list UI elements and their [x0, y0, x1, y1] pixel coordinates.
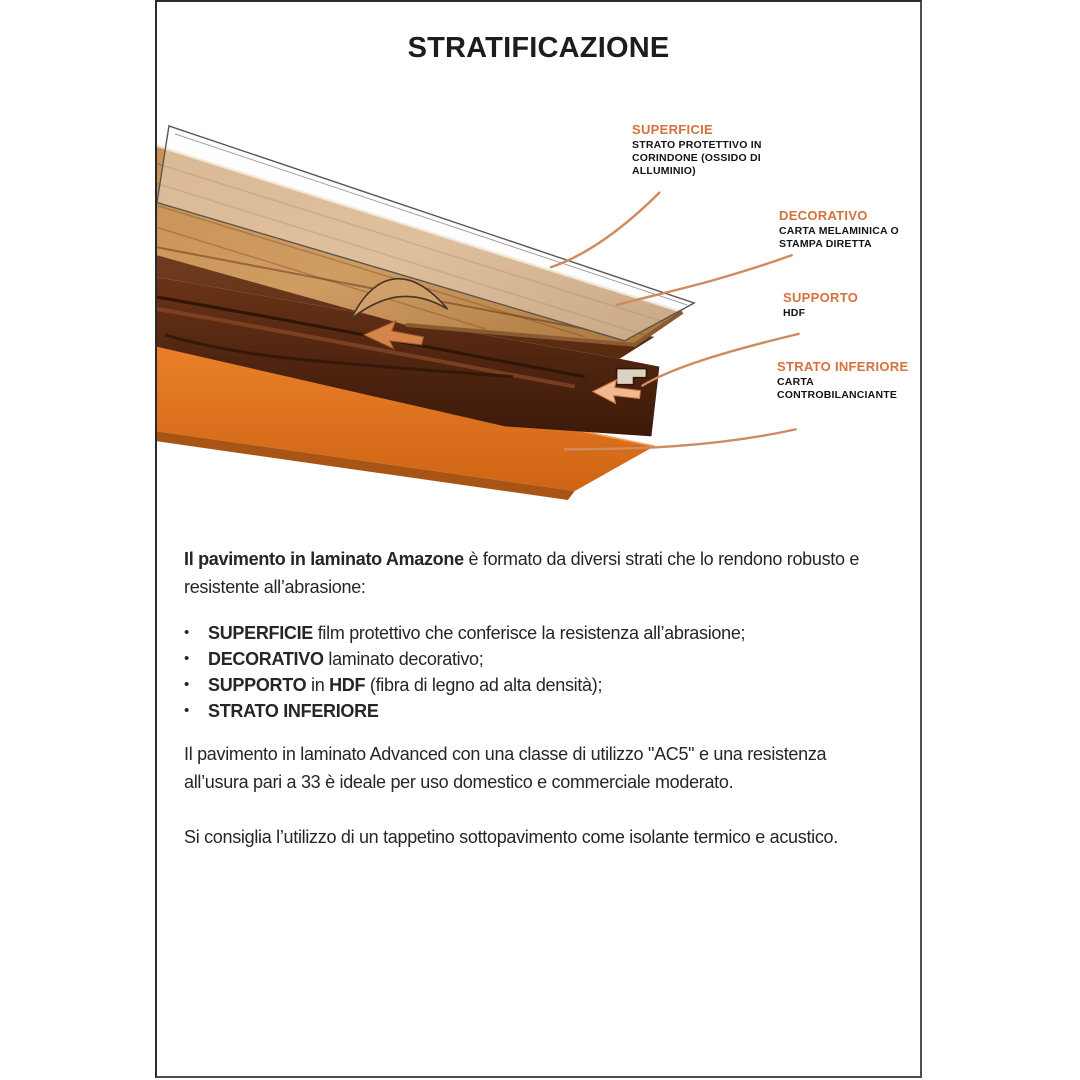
callout-strato-inferiore	[777, 359, 947, 402]
callout-heading: SUPPORTO	[783, 290, 859, 305]
page-title: STRATIFICAZIONE	[407, 32, 670, 64]
underlay-advice-paragraph: Si consiglia l’utilizzo di un tappetino sottopavimento come isolante termico e acustico.	[184, 827, 838, 847]
callout-decorativo	[779, 208, 949, 251]
bullet-dot: •	[184, 650, 189, 667]
connector-superficie	[551, 193, 659, 268]
bullet-dot: •	[184, 702, 189, 719]
callout-body: CARTA CONTROBILANCIANTE	[777, 376, 898, 401]
usage-class-paragraph: Il pavimento in laminato Advanced con una classe di utilizzo "AC5" e una resistenza all’usura pari a 33 è ideale per uso domestico e commerciale moderato.	[184, 744, 827, 792]
callout-heading: SUPERFICIE	[632, 122, 714, 137]
description-text-block	[184, 545, 926, 851]
callout-heading: STRATO INFERIORE	[777, 359, 909, 374]
bullet-superficie: • SUPERFICIE film protettivo che conferisce la resistenza all’abrasione;	[184, 620, 926, 646]
bullet-dot: •	[184, 624, 189, 641]
intro-paragraph: Il pavimento in laminato Amazone è formato da diversi strati che lo rendono robusto e resistente all’abrasione:	[184, 549, 860, 597]
callout-body: HDF	[783, 307, 806, 319]
layer-bullet-list	[184, 620, 926, 724]
callout-body: STRATO PROTETTIVO IN CORINDONE (OSSIDO DI ALLUMINIO)	[632, 139, 762, 177]
page	[155, 0, 922, 1078]
bullet-supporto: • SUPPORTO in HDF (fibra di legno ad alta densità);	[184, 672, 926, 698]
callout-body: CARTA MELAMINICA O STAMPA DIRETTA	[779, 225, 899, 250]
bullet-dot: •	[184, 676, 189, 693]
connector-supporto	[642, 334, 798, 386]
bullet-strato-inferiore: • STRATO INFERIORE	[184, 698, 926, 724]
callout-supporto	[783, 290, 953, 320]
bullet-decorativo: • DECORATIVO laminato decorativo;	[184, 646, 926, 672]
callout-superficie	[632, 122, 802, 178]
connector-decorativo	[617, 255, 792, 305]
callout-heading: DECORATIVO	[779, 208, 868, 223]
